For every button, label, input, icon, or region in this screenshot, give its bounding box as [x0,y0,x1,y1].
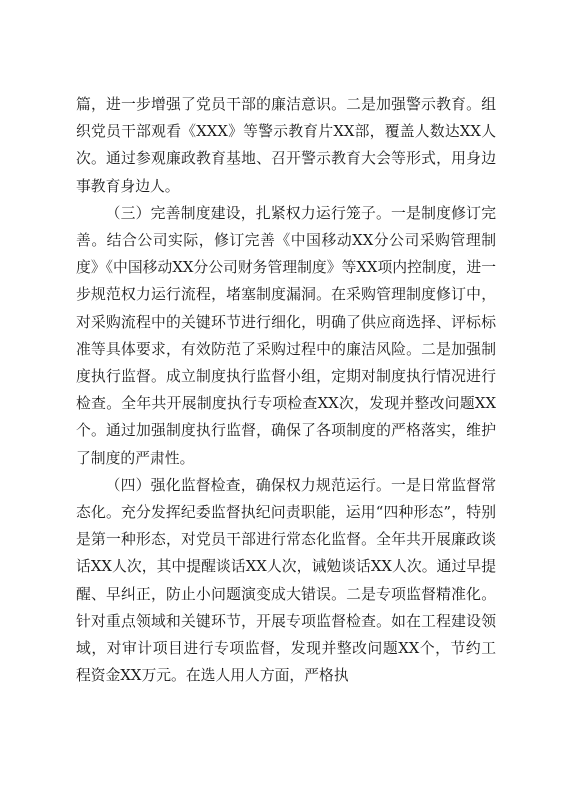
paragraph-section-3: （三）完善制度建设，扎紧权力运行笼子。一是制度修订完善。结合公司实际，修订完善《中国移动XX分公司采购管理制度》《中国移动XX分公司财务管理制度》等XX项内控制度，进一步规范权力运行流程，堵塞制度漏洞。在采购管理制度修订中，对采购流程中的关键环节进行细化，明确了供应商选择、评标标准等具体要求，有效防范了采购过程中的廉洁风险。二是加强制度执行监督。成立制度执行监督小组，定期对制度执行情况进行检查。全年共开展制度执行专项检查XX次，发现并整改问题XX个。通过加强制度执行监督，确保了各项制度的严格落实，维护了制度的严肃性。 [76,204,496,467]
document-body [76,91,496,689]
paragraph-section-4: （四）强化监督检查，确保权力规范运行。一是日常监督常态化。充分发挥纪委监督执纪问责职能，运用“四种形态”，特别是第一种形态，对党员干部进行常态化监督。全年共开展廉政谈话XX人次，其中提醒谈话XX人次，诫勉谈话XX人次。通过早提醒、早纠正，防止小问题演变成大错误。二是专项监督精准化。针对重点领域和关键环节，开展专项监督检查。如在工程建设领域，对审计项目进行专项监督，发现并整改问题XX个，节约工程资金XX万元。在选人用人方面，严格执 [76,476,496,685]
paragraph-continuation: 篇，进一步增强了党员干部的廉洁意识。二是加强警示教育。组织党员干部观看《XXX》等警示教育片XX部，覆盖人数达XX人次。通过参观廉政教育基地、召开警示教育大会等形式，用身边事教育身边人。 [76,96,496,195]
